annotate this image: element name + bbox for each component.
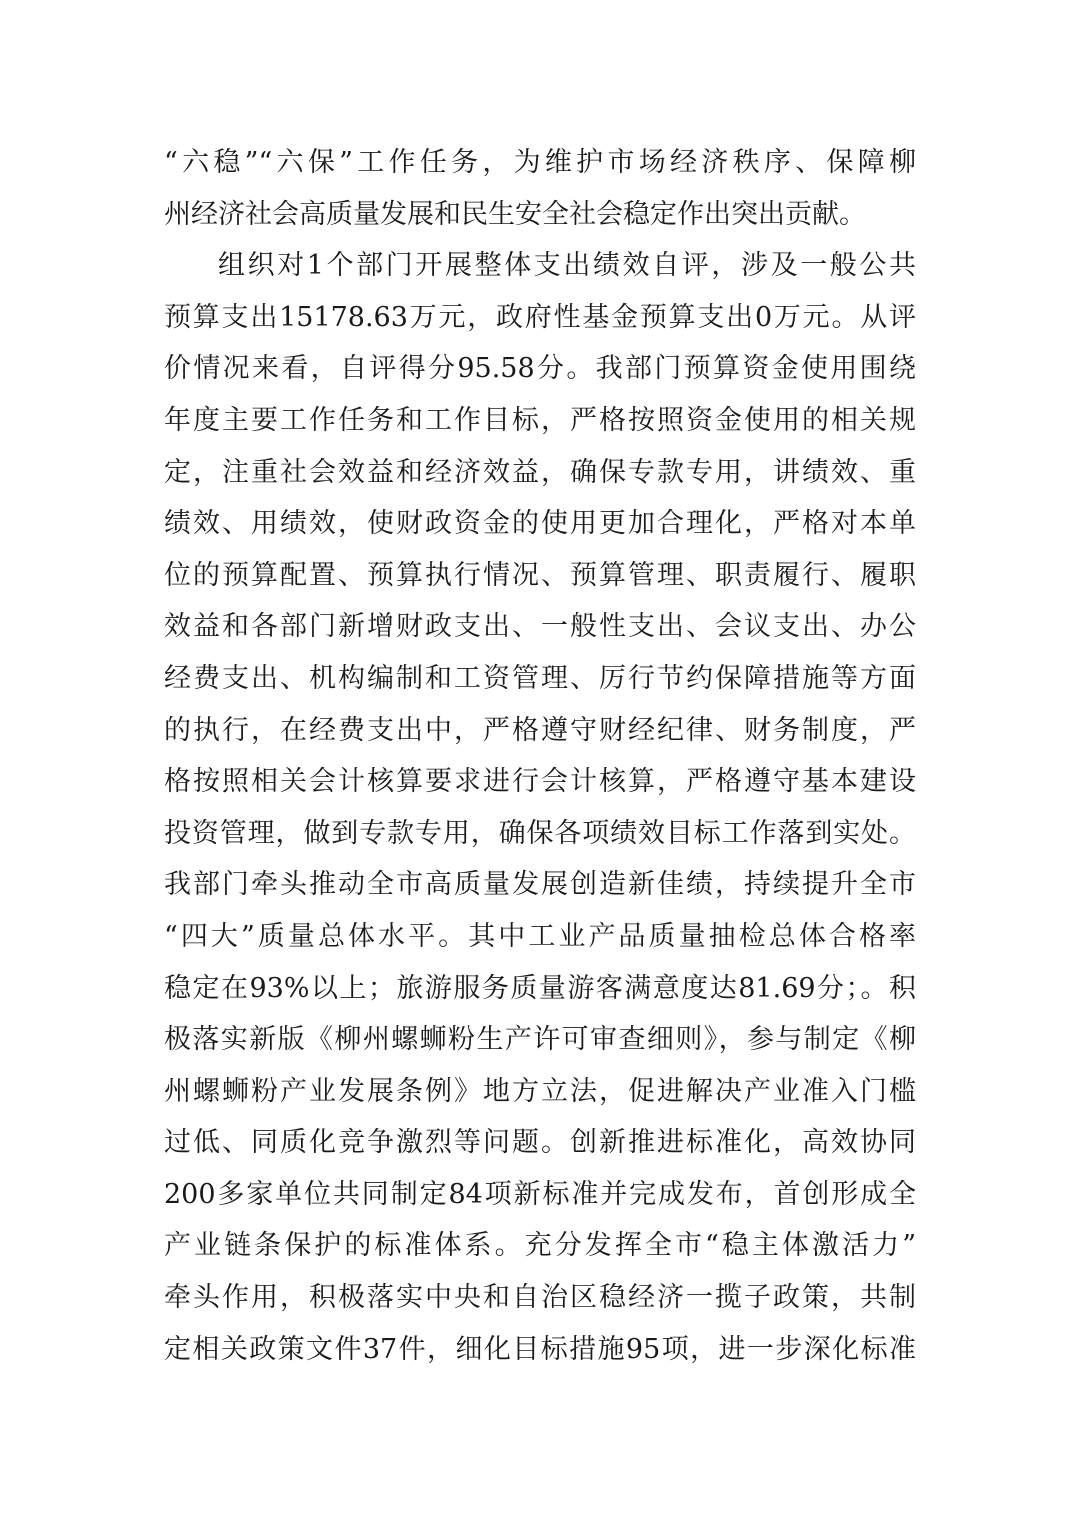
text-line: 稳定在93%以上；旅游服务质量游客满意度达81.69分；。积 (164, 972, 916, 1004)
text-line: 州螺蛳粉产业发展条例》地方立法，促进解决产业准入门槛 (164, 1075, 916, 1107)
text-line: 绩效、用绩效，使财政资金的使用更加合理化，严格对本单 (164, 508, 916, 540)
text-line: 的执行，在经费支出中，严格遵守财经纪律、财务制度，严 (164, 714, 916, 746)
text-line: 产业链条保护的标准体系。充分发挥全市“稳主体激活力” (164, 1230, 916, 1262)
text-line: 位的预算配置、预算执行情况、预算管理、职责履行、履职 (164, 559, 916, 591)
text-line: 预算支出15178.63万元，政府性基金预算支出0万元。从评 (164, 301, 916, 333)
text-line: 定，注重社会效益和经济效益，确保专款专用，讲绩效、重 (164, 456, 916, 488)
text-line: 极落实新版《柳州螺蛳粉生产许可审查细则》，参与制定《柳 (164, 1024, 916, 1056)
text-line: 投资管理，做到专款专用，确保各项绩效目标工作落到实处。 (164, 817, 916, 849)
text-line: “六稳”“六保”工作任务，为维护市场经济秩序、保障柳 (164, 147, 916, 178)
text-line: 州经济社会高质量发展和民生安全社会稳定作出突出贡献。 (164, 198, 866, 230)
text-line: 定相关政策文件37件，细化目标措施95项，进一步深化标准 (164, 1333, 916, 1365)
text-line: “四大”质量总体水平。其中工业产品质量抽检总体合格率 (164, 920, 916, 952)
text-line: 过低、同质化竞争激烈等问题。创新推进标准化，高效协同 (164, 1127, 916, 1159)
body-text (164, 137, 916, 1375)
text-line: 200多家单位共同制定84项新标准并完成发布，首创形成全 (164, 1178, 916, 1210)
text-line: 年度主要工作任务和工作目标，严格按照资金使用的相关规 (164, 404, 916, 436)
text-line: 效益和各部门新增财政支出、一般性支出、会议支出、办公 (164, 611, 916, 643)
text-line: 组织对1个部门开展整体支出绩效自评，涉及一般公共 (218, 250, 916, 282)
text-line: 经费支出、机构编制和工资管理、厉行节约保障措施等方面 (164, 662, 916, 694)
text-line: 价情况来看，自评得分95.58分。我部门预算资金使用围绕 (164, 353, 916, 385)
text-line: 格按照相关会计核算要求进行会计核算，严格遵守基本建设 (164, 766, 916, 798)
text-line: 我部门牵头推动全市高质量发展创造新佳绩，持续提升全市 (164, 869, 916, 901)
text-line: 牵头作用，积极落实中央和自治区稳经济一揽子政策，共制 (164, 1282, 916, 1314)
